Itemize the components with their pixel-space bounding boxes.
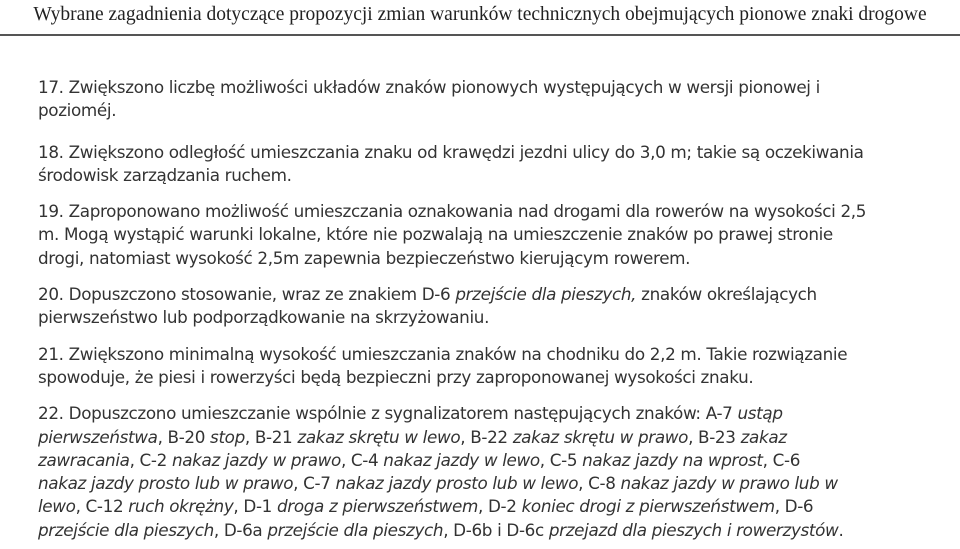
sign-name: nakaz jazdy w prawo lub w: [620, 473, 838, 494]
sign-code: , C-6: [762, 449, 801, 470]
sign-code: , C-12: [75, 496, 129, 517]
sign-code: , C-5: [539, 449, 583, 470]
slide-header: [0, 0, 960, 36]
item-number: 18.: [38, 141, 64, 162]
item-text: Zwiększono odległość umieszczania znaku od krawędzi jezdni ulicy do 3,0 m; takie są oczekiwania: [63, 141, 864, 162]
list-item-20: [38, 283, 958, 330]
sign-code: , B-20: [157, 426, 211, 447]
item-text: znaków określających: [636, 284, 817, 305]
sign-name: nakaz jazdy na wprost: [582, 449, 763, 470]
item-text: pierwszeństwo lub podporządkowanie na skrzyżowaniu.: [38, 307, 490, 328]
item-text: drogi, natomiast wysokość 2,5m zapewnia bezpieczeństwo kierującym rowerem.: [38, 247, 691, 268]
sign-code: , B-23: [688, 426, 741, 447]
sign-name: ruch okrężny: [128, 496, 234, 517]
item-text: Zwiększono minimalną wysokość umieszczania znaków na chodniku do 2,2 m. Takie rozwiązanie: [63, 343, 848, 364]
sign-name: ustąp: [737, 403, 783, 424]
sign-name: nakaz jazdy w prawo: [171, 449, 341, 470]
sign-code: , C-4: [340, 449, 384, 470]
item-text: Zaproponowano możliwość umieszczania oznakowania nad drogami dla rowerów na wysokości 2,5: [63, 201, 867, 222]
sign-name: koniec drogi z pierwszeństwem: [521, 496, 775, 517]
sign-code: .: [838, 519, 844, 540]
sign-code: , D-6b i D-6c: [443, 519, 549, 540]
list-item-22: [38, 402, 958, 542]
item-number: 17.: [38, 77, 64, 97]
list-item-17: [38, 76, 958, 123]
item-number: 22.: [38, 403, 64, 424]
sign-name: nakaz jazdy prosto lub w lewo: [335, 473, 579, 494]
item-number: 19.: [38, 201, 64, 222]
item-text: pozioméj.: [38, 100, 117, 121]
sign-name: nakaz jazdy w lewo: [383, 449, 540, 470]
item-text: Dopuszczono stosowanie, wraz ze znakiem D-6: [63, 284, 456, 305]
sign-code: , B-22: [460, 426, 513, 447]
sign-name: pierwszeństwa: [38, 426, 158, 447]
item-text: spowoduje, że piesi i rowerzyści będą bezpieczni przy zaproponowanej wysokości znaku.: [38, 366, 754, 387]
item-number: 20.: [38, 284, 64, 305]
sign-name: lewo: [38, 496, 76, 517]
list-item-18: [38, 141, 958, 188]
sign-code: , D-6a: [213, 519, 268, 540]
list-item-19: [38, 200, 958, 270]
list-item-21: [38, 343, 958, 390]
sign-name: przejazd dla pieszych i rowerzystów: [548, 519, 839, 540]
sign-code: , D-2: [478, 496, 522, 517]
sign-name: przejście dla pieszych: [38, 519, 214, 540]
slide-content: [38, 76, 958, 549]
sign-name: zakaz: [740, 426, 787, 447]
sign-name: stop: [210, 426, 245, 447]
item-number: 21.: [38, 343, 64, 364]
sign-code: , C-2: [129, 449, 172, 470]
item-text: środowisk zarządzania ruchem.: [38, 164, 292, 185]
sign-code: , D-1: [233, 496, 277, 517]
sign-name: nakaz jazdy prosto lub w prawo: [38, 473, 294, 494]
item-text: Zwiększono liczbę możliwości układów znaków pionowych występujących w wersji pionowej i: [63, 77, 820, 97]
item-text: Dopuszczono umieszczanie wspólnie z sygnalizatorem następujących znaków: A-7: [63, 403, 738, 424]
sign-name: droga z pierwszeństwem: [276, 496, 478, 517]
sign-name: zawracania: [38, 449, 130, 470]
slide-title: Wybrane zagadnienia dotyczące propozycji zmian warunków technicznych obejmujących pionowe znaki drogowe: [33, 4, 927, 25]
item-text: m. Mogą wystąpić warunki lokalne, które nie pozwalają na umieszczenie znaków po prawej stronie: [38, 224, 833, 245]
sign-name: zakaz skrętu w prawo: [512, 426, 689, 447]
sign-name: przejście dla pieszych,: [455, 284, 637, 305]
sign-code: , D-6: [774, 496, 814, 517]
sign-code: , B-21: [244, 426, 298, 447]
sign-name: zakaz skrętu w lewo: [297, 426, 461, 447]
sign-code: , C-7: [293, 473, 336, 494]
sign-name: przejście dla pieszych: [267, 519, 444, 540]
sign-code: , C-8: [578, 473, 621, 494]
